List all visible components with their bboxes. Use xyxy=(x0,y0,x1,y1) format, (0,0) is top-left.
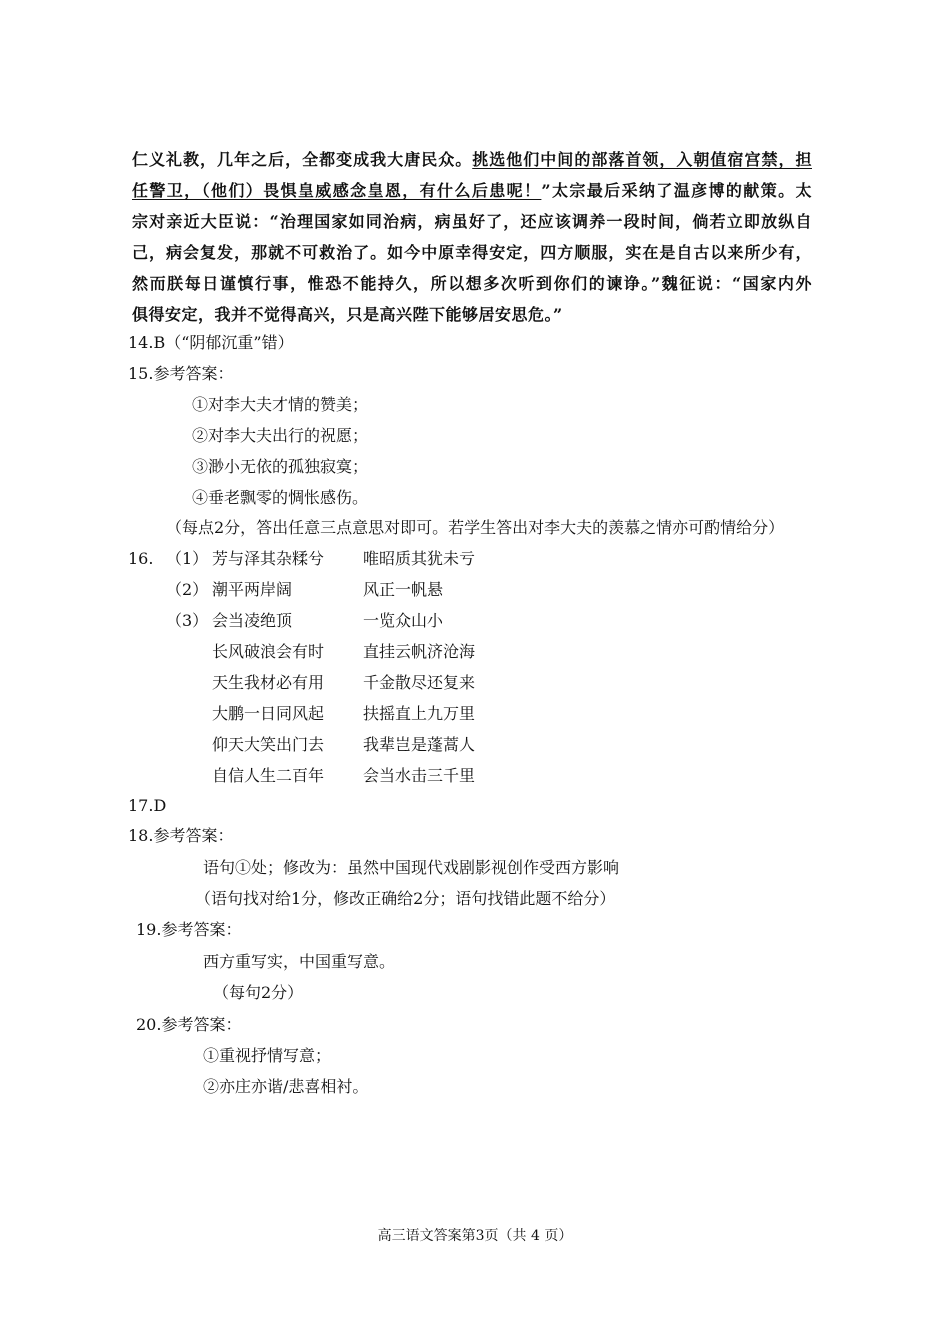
q16-row-5-a: 天生我材必有用 xyxy=(212,673,325,692)
passage-line-1a: 仁义礼教，几年之后，全都变成我大唐民众。 xyxy=(132,150,473,169)
q16-row-1-b: 唯昭质其犹未亏 xyxy=(363,549,476,568)
q16-row-1-a: 芳与泽其杂糅兮 xyxy=(212,549,325,568)
q20-item-2: ②亦庄亦谐/悲喜相衬。 xyxy=(203,1077,369,1096)
q19-answer: 西方重写实，中国重写意。 xyxy=(203,952,396,971)
page-footer: 高三语文答案第3页（共 4 页） xyxy=(377,1228,573,1244)
q19-scoring-note: （每句2分） xyxy=(213,983,304,1002)
q16-row-6-b: 扶摇直上九万里 xyxy=(363,704,476,723)
q16-row-8-b: 会当水击三千里 xyxy=(363,766,476,785)
q16-row-4-a: 长风破浪会有时 xyxy=(212,642,325,661)
q14-answer: 14.B（“阴郁沉重”错） xyxy=(128,333,294,352)
q15-label: 15.参考答案： xyxy=(128,364,234,383)
passage-line-4: 己，病会复发，那就不可救治了。如今中原幸得安定，四方顺服，实在是自古以来所少有， xyxy=(132,243,812,262)
q16-row-6-a: 大鹏一日同风起 xyxy=(212,704,325,723)
q16-row-8-a: 自信人生二百年 xyxy=(212,766,325,785)
q15-item-4: ④垂老飘零的惆怅感伤。 xyxy=(192,488,369,507)
passage-line-3: 宗对亲近大臣说：“治理国家如同治病，病虽好了，还应该调养一段时间，倘若立即放纵自 xyxy=(132,212,812,231)
passage-line-2b: ”太宗最后采纳了温彦博的献策。太 xyxy=(541,181,812,200)
q16-row-4-b: 直挂云帆济沧海 xyxy=(363,642,476,661)
passage-line-1b-underlined: 挑选他们中间的部落首领，入朝值宿宫禁，担 xyxy=(472,150,812,169)
q15-item-2: ②对李大夫出行的祝愿； xyxy=(192,426,369,445)
passage-line-2a-underlined: 任警卫，（他们）畏惧皇威感念皇恩，有什么后患呢！ xyxy=(132,181,542,200)
q19-label: 19.参考答案： xyxy=(136,920,242,939)
q16-row-2-a: 潮平两岸阔 xyxy=(212,580,293,599)
passage-line-1 xyxy=(132,150,812,170)
passage-line-6: 俱得安定，我并不觉得高兴，只是高兴陛下能够居安思危。” xyxy=(132,305,563,324)
q20-label: 20.参考答案： xyxy=(136,1015,242,1034)
q18-label: 18.参考答案： xyxy=(128,826,234,845)
passage-line-2 xyxy=(132,181,812,201)
q20-item-1: ①重视抒情写意； xyxy=(203,1046,332,1065)
q16-row-5-b: 千金散尽还复来 xyxy=(363,673,476,692)
q17-answer: 17.D xyxy=(128,796,167,815)
q16-label: 16. xyxy=(128,549,154,568)
q16-row-2-num: （2） xyxy=(166,580,209,599)
q16-row-7-a: 仰天大笑出门去 xyxy=(212,735,325,754)
q16-row-3-a: 会当凌绝顶 xyxy=(212,611,293,630)
q15-scoring-note: （每点2分，答出任意三点意思对即可。若学生答出对李大夫的羡慕之情亦可酌情给分） xyxy=(166,518,785,537)
passage-line-5: 然而朕每日谨慎行事，惟恐不能持久，所以想多次听到你们的谏诤。”魏征说：“国家内外 xyxy=(132,274,812,293)
q15-item-3: ③渺小无依的孤独寂寞； xyxy=(192,457,369,476)
q18-scoring-note: （语句找对给1分，修改正确给2分；语句找错此题不给分） xyxy=(195,889,616,908)
q16-row-3-b: 一览众山小 xyxy=(363,611,444,630)
q18-answer: 语句①处；修改为：虽然中国现代戏剧影视创作受西方影响 xyxy=(203,858,620,877)
q16-row-2-b: 风正一帆悬 xyxy=(363,580,444,599)
q16-row-7-b: 我辈岂是蓬蒿人 xyxy=(363,735,476,754)
q15-item-1: ①对李大夫才情的赞美； xyxy=(192,395,369,414)
q16-row-1-num: （1） xyxy=(166,549,209,568)
q16-row-3-num: （3） xyxy=(166,611,209,630)
